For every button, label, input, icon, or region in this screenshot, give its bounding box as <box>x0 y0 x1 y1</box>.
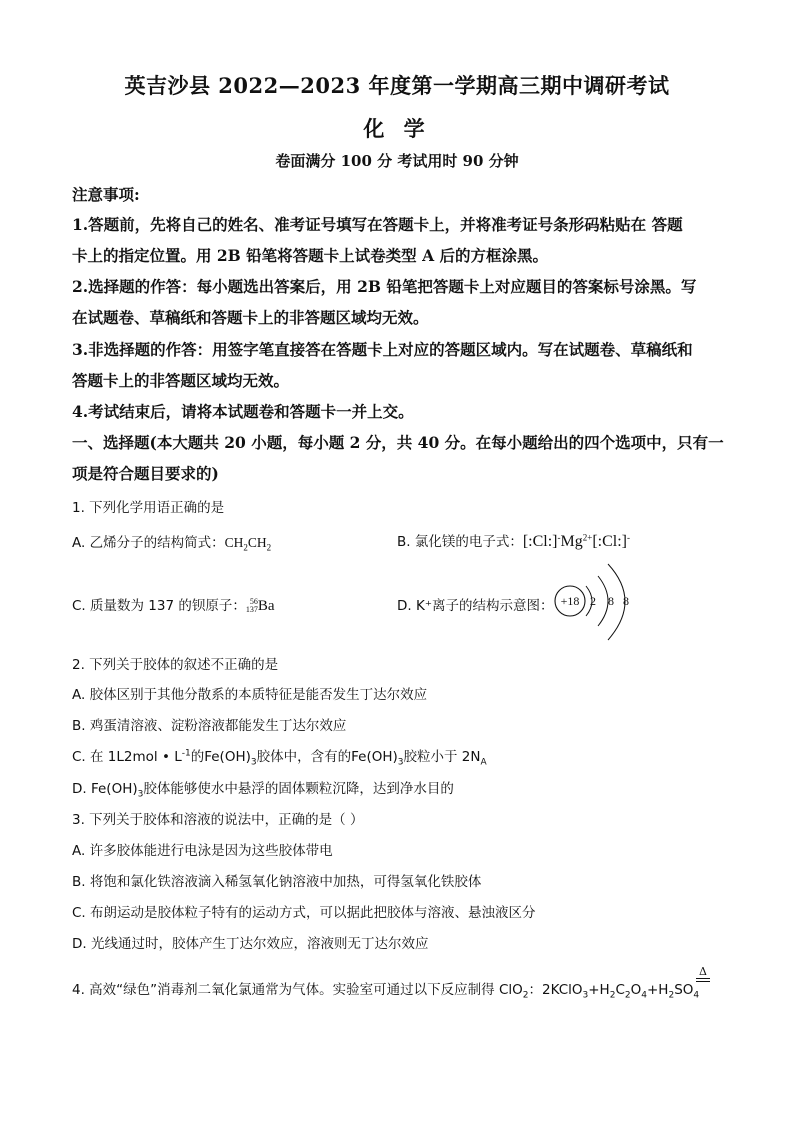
nucleus-charge: +18 <box>560 594 580 608</box>
q3-option-c: C. 布朗运动是胶体粒子特有的运动方式，可以据此把胶体与溶液、悬浊液区分 <box>72 905 536 921</box>
q1-option-c: C. 质量数为 137 的钡原子： 56 137 Ba <box>72 597 275 614</box>
q2-option-a: A. 胶体区别于其他分散系的本质特征是能否发生丁达尔效应 <box>72 687 428 703</box>
notes-heading: 注意事项: <box>72 185 140 204</box>
notes-line: 1.答题前，先将自己的姓名、准考证号填写在答题卡上，并将准考证号条形码粘贴在 答题 <box>72 215 683 234</box>
question-4-stem: 4. 高效“绿色”消毒剂二氧化氯通常为气体。实验室可通过以下反应制得 ClO$_2$：$2KClO_3+H_2C_2O_4+H_2SO_4$ <box>72 982 700 1001</box>
notes-line: 在试题卷、草稿纸和答题卡上的非答题区域均无效。 <box>72 308 429 327</box>
q1-option-a: A. 乙烯分子的结构简式：$CH_2CH_2$ <box>72 535 272 553</box>
question-2-stem: 2. 下列关于胶体的叙述不正确的是 <box>72 657 279 673</box>
section-heading-cont: 项是符合题目要求的) <box>72 464 219 483</box>
shell-electrons-2: 8 <box>608 594 614 608</box>
question-1-stem: 1. 下列化学用语正确的是 <box>72 500 225 516</box>
electron-dot-cl: [:Cl:] <box>592 533 627 550</box>
notes-line: 答题卡上的非答题区域均无效。 <box>72 371 290 390</box>
notes-line: 卡上的指定位置。用 2B 铅笔将答题卡上试卷类型 A 后的方框涂黑。 <box>72 246 548 265</box>
q2-option-c: C. 在 1L2mol • $L^{-1}$的$Fe(OH)_3$胶体中，含有的$Fe(OH)_3$胶粒小于 $2N_A$ <box>72 748 487 768</box>
electron-dot-cl: [:Cl:] <box>522 533 558 550</box>
q1-option-b: B. 氯化镁的电子式：$[:Cl:]^-Mg^{2+}[:Cl:]^-$ <box>397 532 630 550</box>
k-ion-structure-diagram <box>550 558 640 646</box>
exam-title: 英吉沙县 2022—2023 年度第一学期高三期中调研考试 <box>124 73 670 98</box>
notes-line: 2.选择题的作答：每小题选出答案后，用 2B 铅笔把答题卡上对应题目的答案标号涂黑。写 <box>72 277 697 296</box>
q2-option-d: D. $Fe(OH)_3$胶体能够使水中悬浮的固体颗粒沉降，达到净水目的 <box>72 781 454 800</box>
q1-option-d: D. K⁺离子的结构示意图： <box>397 598 554 614</box>
equals-line-bottom <box>696 981 710 983</box>
question-3-stem: 3. 下列关于胶体和溶液的说法中，正确的是（ ） <box>72 812 364 828</box>
exam-info: 卷面满分 100 分 考试用时 90 分钟 <box>275 152 519 170</box>
shell-electrons-3: 8 <box>623 594 629 608</box>
notes-line: 3.非选择题的作答：用签字笔直接答在答题卡上对应的答题区域内。写在试题卷、草稿纸和 <box>72 340 693 359</box>
section-heading: 一、选择题(本大题共 20 小题，每小题 2 分，共 40 分。在每小题给出的四个选项中，只有一 <box>72 433 724 452</box>
subject-title: 化 学 <box>363 116 431 141</box>
shell-electrons-1: 2 <box>590 594 596 608</box>
q3-option-d: D. 光线通过时，胶体产生丁达尔效应，溶液则无丁达尔效应 <box>72 936 429 952</box>
q2-option-b: B. 鸡蛋清溶液、淀粉溶液都能发生丁达尔效应 <box>72 718 347 734</box>
reaction-condition <box>696 966 710 983</box>
q3-option-a: A. 许多胶体能进行电泳是因为这些胶体带电 <box>72 843 333 859</box>
q3-option-b: B. 将饱和氯化铁溶液滴入稀氢氧化钠溶液中加热，可得氢氧化铁胶体 <box>72 874 482 890</box>
notes-line: 4.考试结束后，请将本试题卷和答题卡一并上交。 <box>72 402 414 421</box>
heat-symbol: Δ <box>699 965 707 978</box>
